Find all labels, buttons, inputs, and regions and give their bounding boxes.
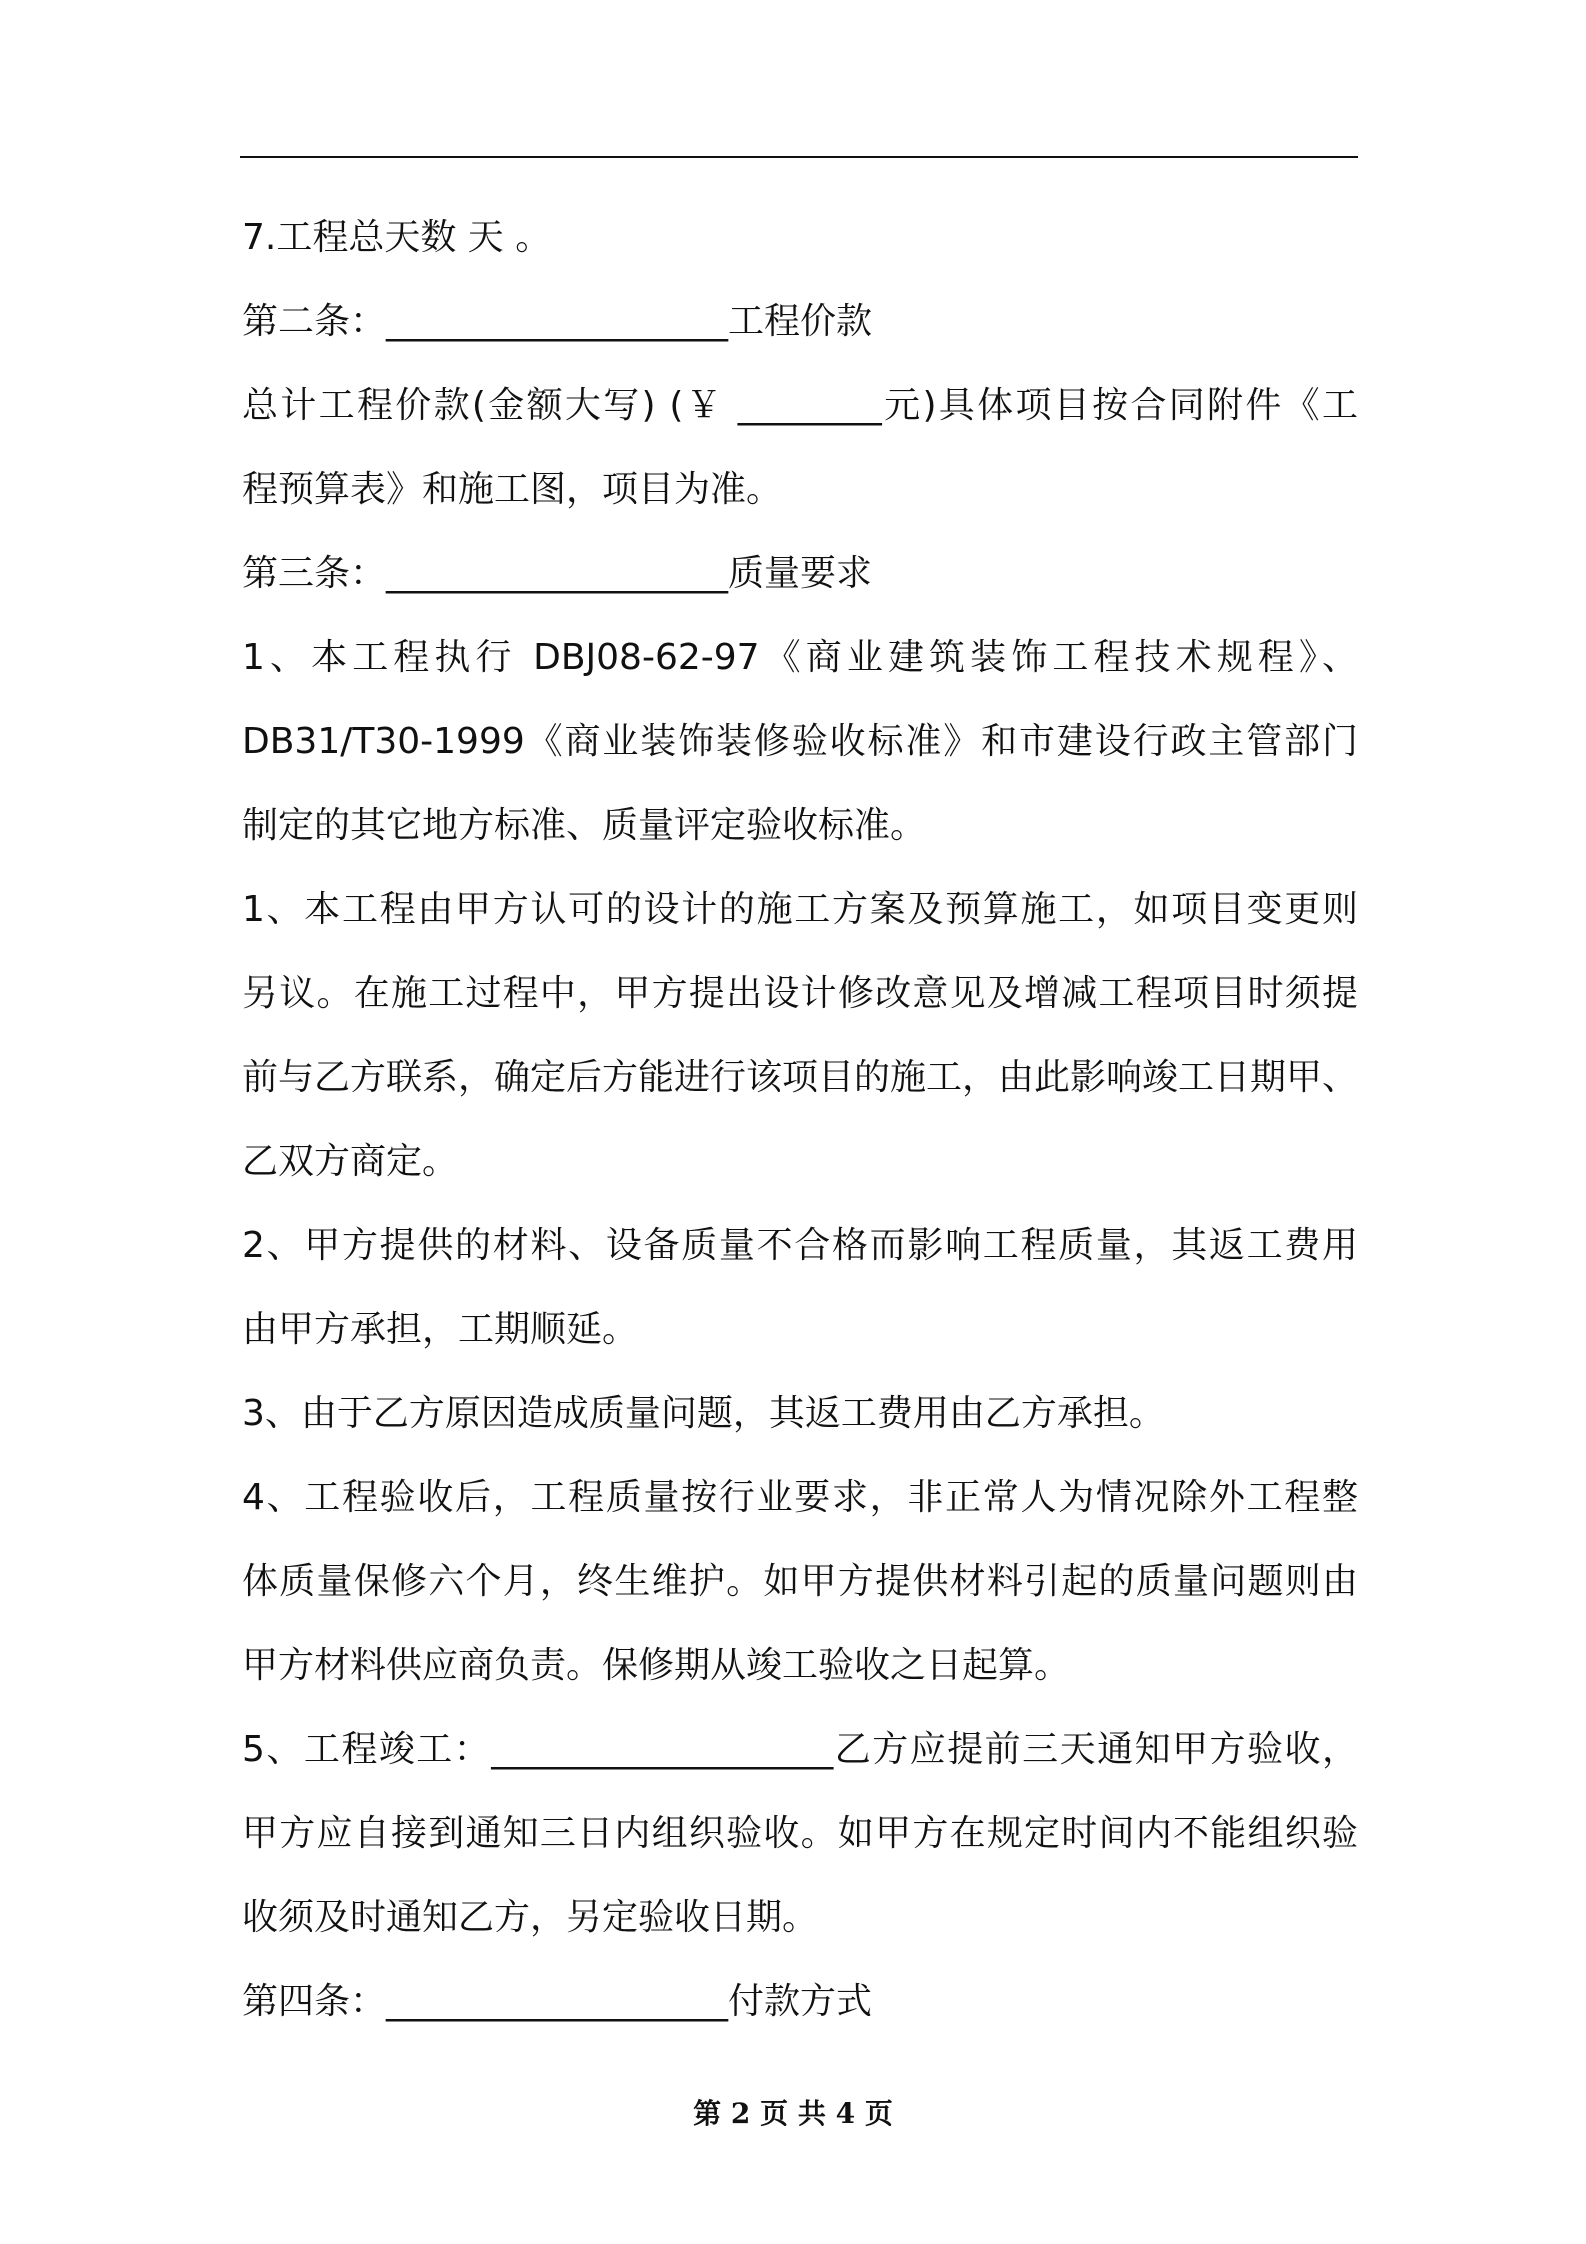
text-line: 5、工程竣工：___________________乙方应提前三天通知甲方验收， bbox=[242, 1729, 1358, 1770]
text-line: 1、本工程执行 DBJ08-62-97《商业建筑装饰工程技术规程》、 bbox=[242, 637, 1358, 678]
text-line: 甲方材料供应商负责。保修期从竣工验收之日起算。 bbox=[242, 1645, 1071, 1686]
text-line: 前与乙方联系，确定后方能进行该项目的施工，由此影响竣工日期甲、 bbox=[242, 1057, 1359, 1098]
page-number-footer: 第 2 页 共 4 页 bbox=[693, 2097, 893, 2130]
text-line: 第二条：___________________工程价款 bbox=[242, 301, 873, 342]
text-line: 收须及时通知乙方，另定验收日期。 bbox=[242, 1897, 819, 1938]
text-line: 1、本工程由甲方认可的设计的施工方案及预算施工，如项目变更则 bbox=[242, 889, 1358, 930]
text-line: 由甲方承担，工期顺延。 bbox=[242, 1309, 639, 1350]
contract-body bbox=[242, 196, 1358, 2044]
text-line: 甲方应自接到通知三日内组织验收。如甲方在规定时间内不能组织验 bbox=[242, 1813, 1358, 1854]
text-line: 制定的其它地方标准、质量评定验收标准。 bbox=[242, 805, 927, 846]
text-line: 2、甲方提供的材料、设备质量不合格而影响工程质量，其返工费用 bbox=[242, 1225, 1358, 1266]
text-line: 体质量保修六个月，终生维护。如甲方提供材料引起的质量问题则由 bbox=[242, 1561, 1358, 1602]
text-line: 乙双方商定。 bbox=[242, 1141, 459, 1182]
text-line: 第三条：___________________质量要求 bbox=[242, 553, 873, 594]
header-divider bbox=[240, 156, 1358, 158]
text-line: 4、工程验收后，工程质量按行业要求，非正常人为情况除外工程整 bbox=[242, 1477, 1358, 1518]
text-line: 程预算表》和施工图，项目为准。 bbox=[242, 469, 783, 510]
text-line: 7.工程总天数 天 。 bbox=[242, 217, 552, 258]
text-line: 3、由于乙方原因造成质量问题，其返工费用由乙方承担。 bbox=[242, 1393, 1165, 1434]
text-line: 总计工程价款(金额大写) (￥ ________元)具体项目按合同附件《工 bbox=[242, 385, 1358, 426]
text-line: DB31/T30-1999《商业装饰装修验收标准》和市建设行政主管部门 bbox=[242, 721, 1358, 762]
text-line: 另议。在施工过程中，甲方提出设计修改意见及增减工程项目时须提 bbox=[242, 973, 1358, 1014]
text-line: 第四条：___________________付款方式 bbox=[242, 1981, 873, 2022]
